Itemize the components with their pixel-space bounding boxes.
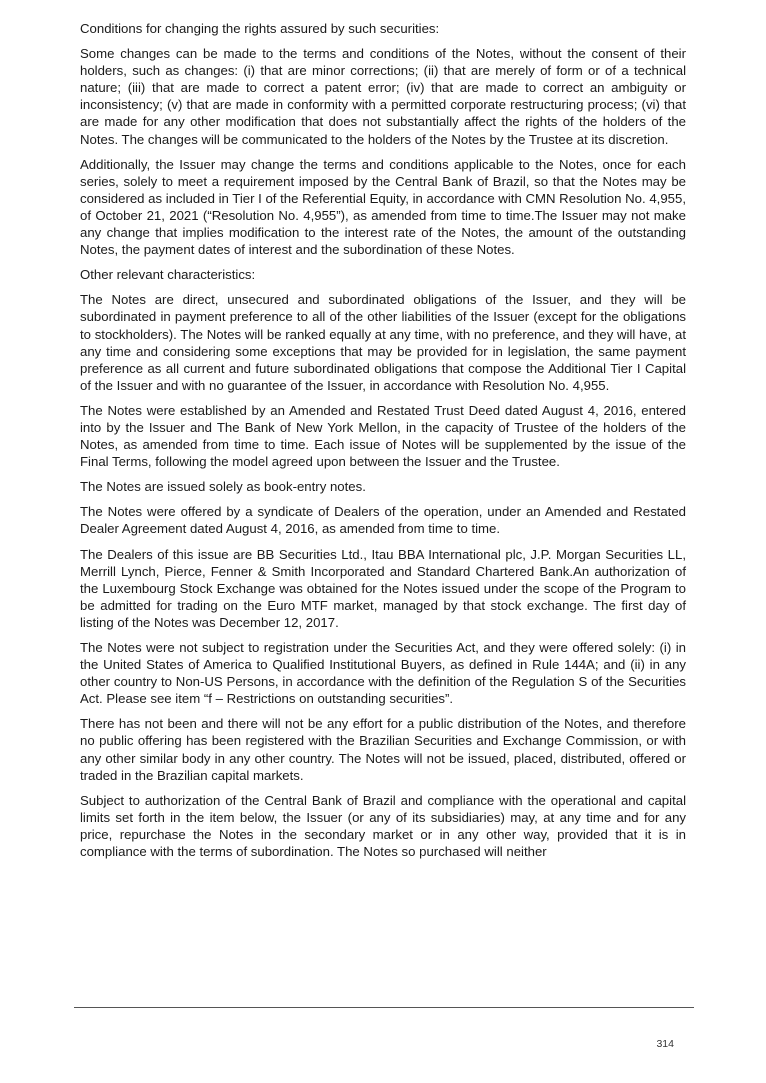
page-number: 314 bbox=[656, 1038, 674, 1050]
paragraph-subordinated-obligations: The Notes are direct, unsecured and subordinated obligations of the Issuer, and they will be subordinated in payment preference to all of the other liabilities of the Issuer (except for the obligations to stockholders). The Notes will be ranked equally at any time, with no preference, and they will have, at any time and considering some exceptions that may be provided for in legislation, the same payment preference as all current and future subordinated obligations that compose the Additional Tier I Capital of the Issuer and with no guarantee of the Issuer, in accordance with Resolution No. 4,955. bbox=[80, 292, 686, 393]
footer-divider bbox=[74, 1007, 694, 1008]
paragraph-trust-deed: The Notes were established by an Amended and Restated Trust Deed dated August 4, 2016, entered into by the Issuer and The Bank of New York Mellon, in the capacity of Trustee of the holders of the Notes, as amended from time to time. Each issue of Notes will be supplemented by the issue of the Final Terms, following the model agreed upon between the Issuer and the Trustee. bbox=[80, 402, 686, 470]
paragraph-dealers-listing: The Dealers of this issue are BB Securities Ltd., Itau BBA International plc, J.P. Morgan Securities LL, Merrill Lynch, Pierce, Fenner & Smith Incorporated and Standard Chartered Bank.An authorization of the Luxembourg Stock Exchange was obtained for the Notes issued under the scope of the Program to be admitted for trading on the Euro MTF market, managed by that stock exchange. The first day of listing of the Notes was December 12, 2017. bbox=[80, 546, 686, 630]
paragraph-book-entry: The Notes are issued solely as book-entry notes. bbox=[80, 479, 366, 495]
paragraph-other-characteristics-heading: Other relevant characteristics: bbox=[80, 267, 256, 283]
paragraph-securities-act: The Notes were not subject to registration under the Securities Act, and they were offered solely: (i) in the United States of America to Qualified Institutional Buyers, as defined in Rule 144A; and (ii) in any other country to Non-US Persons, in accordance with the definition of the Regulation S of the Securities Act. Please see item “f – Restrictions on outstanding securities”. bbox=[80, 640, 686, 707]
paragraph-conditions-heading: Conditions for changing the rights assured by such securities: bbox=[80, 21, 440, 36]
paragraph-repurchase: Subject to authorization of the Central Bank of Brazil and compliance with the operational and capital limits set forth in the item below, the Issuer (or any of its subsidiaries) may, at any time and for any price, repurchase the Notes in the secondary market or in any other way, provided that it is in compliance with the terms of subordination. The Notes so purchased will neither bbox=[80, 792, 686, 860]
paragraph-central-bank-changes: Additionally, the Issuer may change the terms and conditions applicable to the Notes, once for each series, solely to meet a requirement imposed by the Central Bank of Brazil, so that the Notes may be considered as included in Tier I of the Referential Equity, in accordance with CMN Resolution No. 4,955, of October 21, 2021 (“Resolution No. 4,955”), as amended from time to time.The Issuer may not make any change that implies modification to the interest rate of the Notes, the amount of the outstanding Notes, the payment dates of interest and the subordination of these Notes. bbox=[80, 156, 686, 258]
paragraph-changes-without-consent: Some changes can be made to the terms and conditions of the Notes, without the consent of their holders, such as changes: (i) that are minor corrections; (ii) that are merely of form or of a technical nature; (iii) that are made to correct a patent error; (iv) that are made to correct an ambiguity or inconsistency; (v) that are made in conformity with a permitted corporate restructuring process; (vi) that are made for any other modification that does not substantially affect the rights of the holders of the Notes. The changes will be communicated to the holders of the Notes by the Trustee at its discretion. bbox=[80, 46, 686, 147]
paragraph-no-public-distribution: There has not been and there will not be any effort for a public distribution of the Notes, and therefore no public offering has been registered with the Brazilian Securities and Exchange Commission, or with any other similar body in any other country. The Notes will not be issued, placed, distributed, offered or traded in the Brazilian capital markets. bbox=[80, 716, 686, 783]
paragraph-dealer-syndicate: The Notes were offered by a syndicate of Dealers of the operation, under an Amended and Restated Dealer Agreement dated August 4, 2016, as amended from time to time. bbox=[80, 504, 686, 537]
document-body bbox=[80, 20, 686, 868]
